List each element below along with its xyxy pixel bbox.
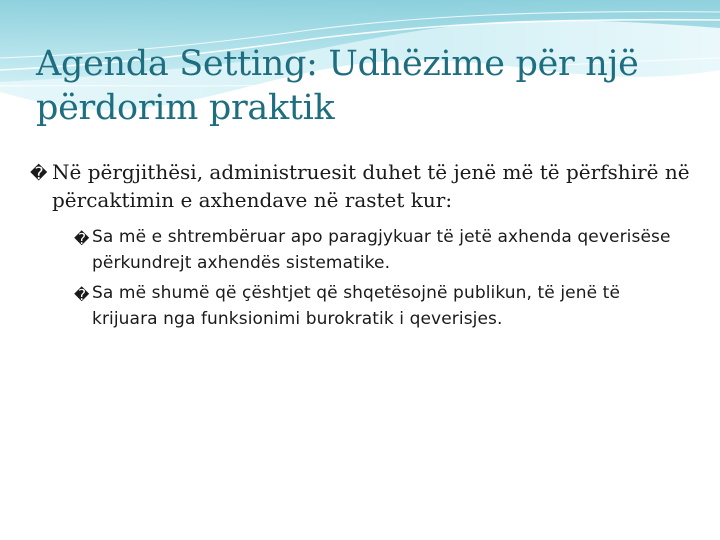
bullet-text: Sa më shumë që çështjet që shqetësojnë publikun, të jenë të krijuara nga funksionimi burokratik i qeverisjes. bbox=[92, 283, 621, 329]
bullet-marker-icon: � bbox=[30, 164, 48, 184]
bullet-marker-icon: � bbox=[74, 230, 90, 248]
bullet-level2 bbox=[74, 280, 690, 332]
bullet-marker-icon: � bbox=[74, 286, 90, 304]
slide-body bbox=[30, 158, 690, 336]
slide-title: Agenda Setting: Udhëzime për një përdorim praktik bbox=[36, 44, 639, 128]
bullet-level1 bbox=[30, 158, 690, 214]
bullet-level2 bbox=[74, 224, 690, 276]
bullet-text: Në përgjithësi, administruesit duhet të jenë më të përfshirë në përcaktimin e axhendave në rastet kur: bbox=[52, 160, 690, 212]
bullet-text: Sa më e shtrembëruar apo paragjykuar të jetë axhenda qeverisëse përkundrejt axhendës sistematike. bbox=[92, 227, 671, 273]
